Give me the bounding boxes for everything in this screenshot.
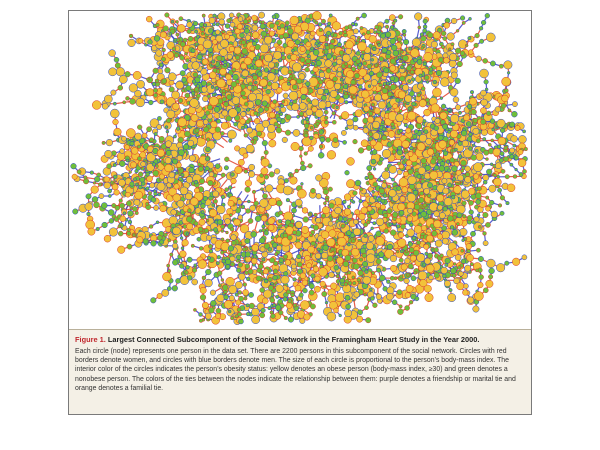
figure-frame — [68, 10, 532, 415]
social-network-graph — [69, 11, 531, 326]
